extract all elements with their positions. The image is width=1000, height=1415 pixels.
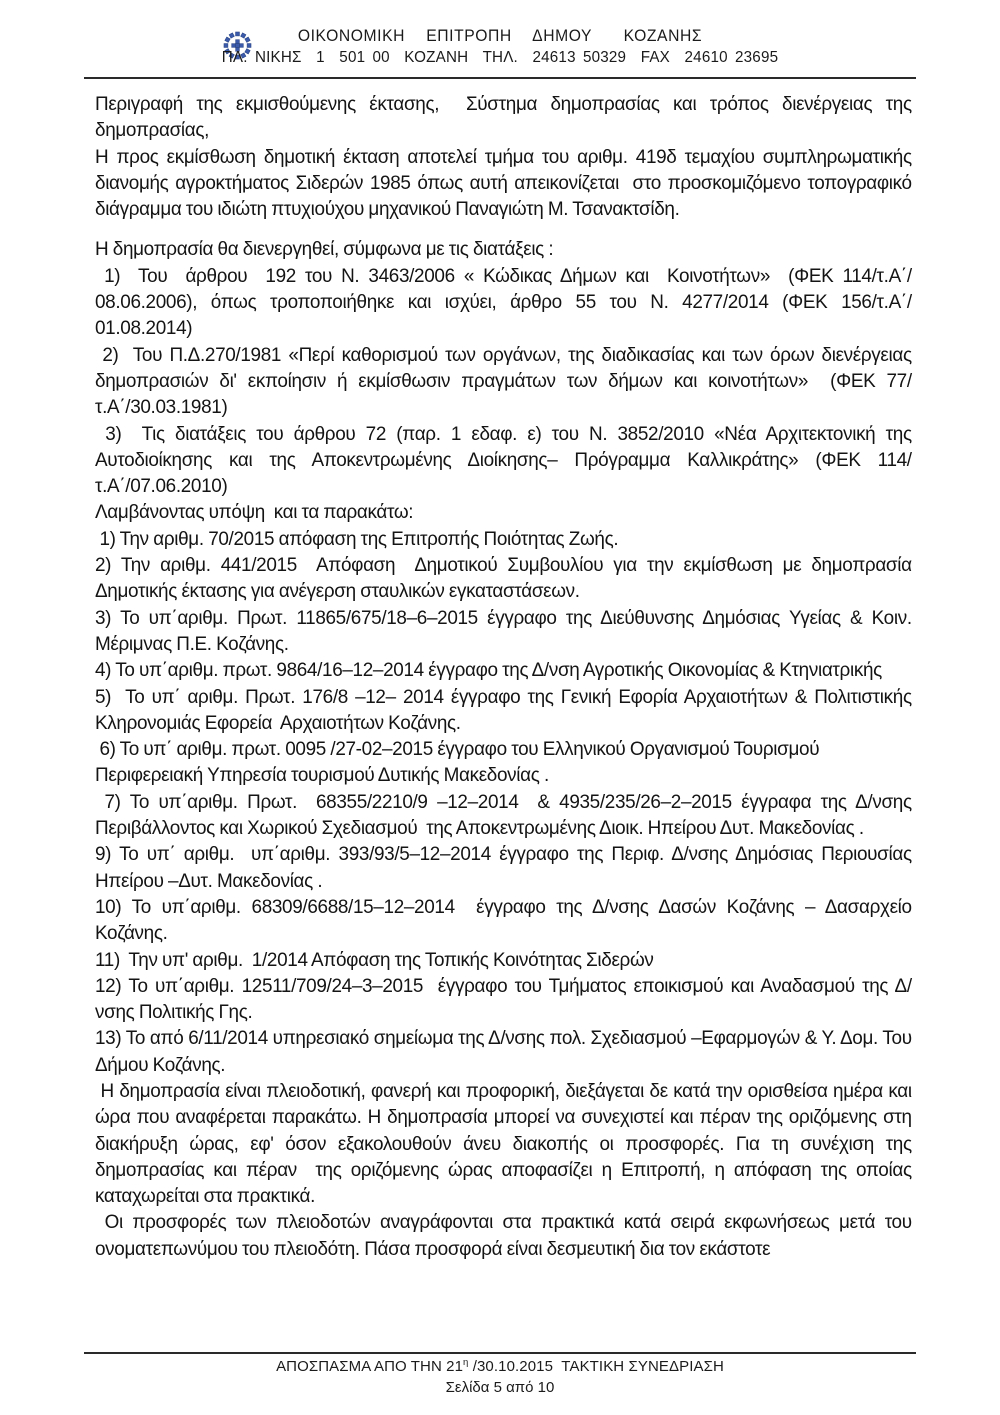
document-body <box>95 91 917 1262</box>
consider-item-3: 3) Το υπ΄αριθμ. Πρωτ. 11865/675/18–6–2015 έγγραφο της Διεύθυνσης Δημόσιας Υγείας & Κοιν. Μέριμνας Π.Ε. Κοζάνης. <box>95 606 917 655</box>
consider-item-2: 2) Την αριθμ. 441/2015 Απόφαση Δημοτικού Συμβουλίου για την εκμίσθωση με δημοπρασία Δημοτικής έκτασης για ανέγερση σταυλικών εγκαταστάσεων. <box>95 554 916 603</box>
p-bids-recording: Οι προσφορές των πλειοδοτών αναγράφονται στα πρακτικά κατά σειρά εκφωνήσεως μετά του ονοματεπωνύμου του πλειοδότη. Πάσα προσφορά είναι δεσμευτική δια τον εκάστοτε <box>95 1211 917 1260</box>
footer-session-line <box>0 1357 1000 1375</box>
legal-item-2: 2) Του Π.Δ.270/1981 «Περί καθορισμού των οργάνων, της διαδικασίας και των όρων διενέργειας δημοπρασιών δι' εκποίησιν ή εκμίσθωσιν πραγμάτων των δήμων και κοινοτήτων» (ΦΕΚ 77/τ.Α΄/30.03.1981) <box>95 343 917 419</box>
committee-title: ΟΙΚΟΝΟΜΙΚΗ ΕΠΙΤΡΟΠΗ ΔΗΜΟΥ ΚΟΖΑΝΗΣ <box>297 27 703 45</box>
consider-item-10: 10) Το υπ΄αριθμ. 68309/6688/15–12–2014 έγγραφο της Δ/νσης Δασών Κοζάνης – Δασαρχείο Κοζάνης. <box>95 895 917 945</box>
consider-item-7: 7) Το υπ΄αριθμ. Πρωτ. 68355/2210/9 –12–2014 & 4935/235/26–2–2015 έγγραφα της Δ/νσης Περιβάλλοντος και Χωρικού Σχεδιασμού της Αποκεντρωμένης Διοικ. Ηπείρου Δυτ. Μακεδονίας . <box>95 790 917 840</box>
legal-item-3: 3) Τις διατάξεις του άρθρου 72 (παρ. 1 εδαφ. ε) του Ν. 3852/2010 «Νέα Αρχιτεκτονική της Αυτοδιοίκησης και της Αποκεντρωμένης Διοίκησης– Πρόγραμμα Καλλικράτης» (ΦΕΚ 114/ τ.Α΄/07.06.2010) <box>95 422 917 498</box>
header-text-block <box>0 0 1000 67</box>
consider-item-1: 1) Την αριθμ. 70/2015 απόφαση της Επιτροπής Ποιότητας Ζωής. <box>95 527 619 550</box>
header-divider <box>84 77 916 79</box>
footer-page-number: Σελίδα 5 από 10 <box>445 1379 555 1396</box>
consider-item-12: 12) Το υπ΄αριθμ. 12511/709/24–3–2015 έγγραφο του Τμήματος εποικισμού και Αναδασμού της Δ/νσης Πολιτικής Γης. <box>95 974 912 1024</box>
p-description-heading: Περιγραφή της εκμισθούμενης έκτασης, Σύστημα δημοπρασίας και τρόπος διενέργειας της δημοπρασίας, <box>95 93 917 142</box>
p-considering-intro: Λαμβάνοντας υπόψη και τα παρακάτω: <box>95 501 414 524</box>
p-auction-process: Η δημοπρασία είναι πλειοδοτική, φανερή και προφορική, διεξάγεται δε κατά την ορισθείσα ημέρα και ώρα που αναφέρεται παρακάτω. Η δημοπρασία μπορεί να συνεχιστεί και πέραν της οριζόμενης στη διακήρυξη ώρας, εφ' όσον εξακολουθούν άνευ διακοπής οι προσφορές. Για τη συνέχιση της δημοπρασίας και πέραν της οριζόμενης ώρας αποφασίζει η Επιτροπή, η απόφαση της οποίας καταχωρείται στα πρακτικά. <box>95 1079 917 1208</box>
footer-divider <box>84 1352 916 1354</box>
legal-item-1: 1) Του άρθρου 192 του Ν. 3463/2006 « Κώδικας Δήμων και Κοινοτήτων» (ΦΕΚ 114/τ.Α΄/ 08.06.2006), όπως τροποποιήθηκε και ισχύει, άρθρο 55 του Ν. 4277/2014 (ΦΕΚ 156/τ.Α΄/ 01.08.2014) <box>95 264 917 340</box>
consider-item-9: 9) Το υπ΄ αριθμ. υπ΄αριθμ. 393/93/5–12–2014 έγγραφο της Περιφ. Δ/νσης Δημόσιας Περιουσίας Ηπείρου –Δυτ. Μακεδονίας . <box>95 843 917 892</box>
address-phone-line: ΠΛ. ΝΙΚΗΣ 1 501 00 ΚΟΖΑΝΗ ΤΗΛ. 24613 50329 FAX 24610 23695 <box>221 49 779 66</box>
consider-item-11: 11) Την υπ' αριθμ. 1/2014 Απόφαση της Τοπικής Κοινότητας Σιδερών <box>95 948 654 971</box>
p-auction-legal-intro: Η δημοπρασία θα διενεργηθεί, σύμφωνα με τις διατάξεις : <box>95 238 554 261</box>
consider-item-13: 13) Το από 6/11/2014 υπηρεσιακό σημείωμα της Δ/νσης πολ. Σχεδιασμού –Εφαρμογών & Υ. Δομ. Του Δήμου Κοζάνης. <box>95 1027 916 1076</box>
consider-item-4: 4) Το υπ΄αριθμ. πρωτ. 9864/16–12–2014 έγγραφο της Δ/νση Αγροτικής Οικονομίας & Κτηνιατρικής <box>95 659 882 682</box>
consider-item-6: 6) Το υπ΄ αριθμ. πρωτ. 0095 /27-02–2015 έγγραφο του Ελληνικού Οργανισμού Τουρισμού Περιφερειακή Υπηρεσία τουρισμού Δυτικής Μακεδονίας . <box>95 738 824 787</box>
p-area-description: Η προς εκμίσθωση δημοτική έκταση αποτελεί τμήμα του αριθμ. 419δ τεμαχίου συμπληρωματικής διανομής αγροκτήματος Σιδερών 1985 όπως αυτή απεικονίζεται στο προσκομιζόμενο τοπογραφικό διάγραμμα του ιδιώτη πτυχιούχου μηχανικού Παναγιώτη Μ. Τσανακτσίδη. <box>95 145 917 221</box>
document-header <box>0 0 1000 80</box>
footer-session-ordinal: η <box>463 1357 469 1368</box>
footer-session-suffix: /30.10.2015 ΤΑΚΤΙΚΗ ΣΥΝΕΔΡΙΑΣΗ <box>468 1358 724 1375</box>
consider-item-5: 5) Το υπ΄ αριθμ. Πρωτ. 176/8 –12– 2014 έγγραφο της Γενική Εφορία Αρχαιοτήτων & Πολιτιστικής Κληρονομιάς Εφορεία Αρχαιοτήτων Κοζάνης. <box>95 685 917 734</box>
footer-session-prefix: ΑΠΟΣΠΑΣΜΑ ΑΠΟ ΤΗΝ 21 <box>276 1358 464 1375</box>
